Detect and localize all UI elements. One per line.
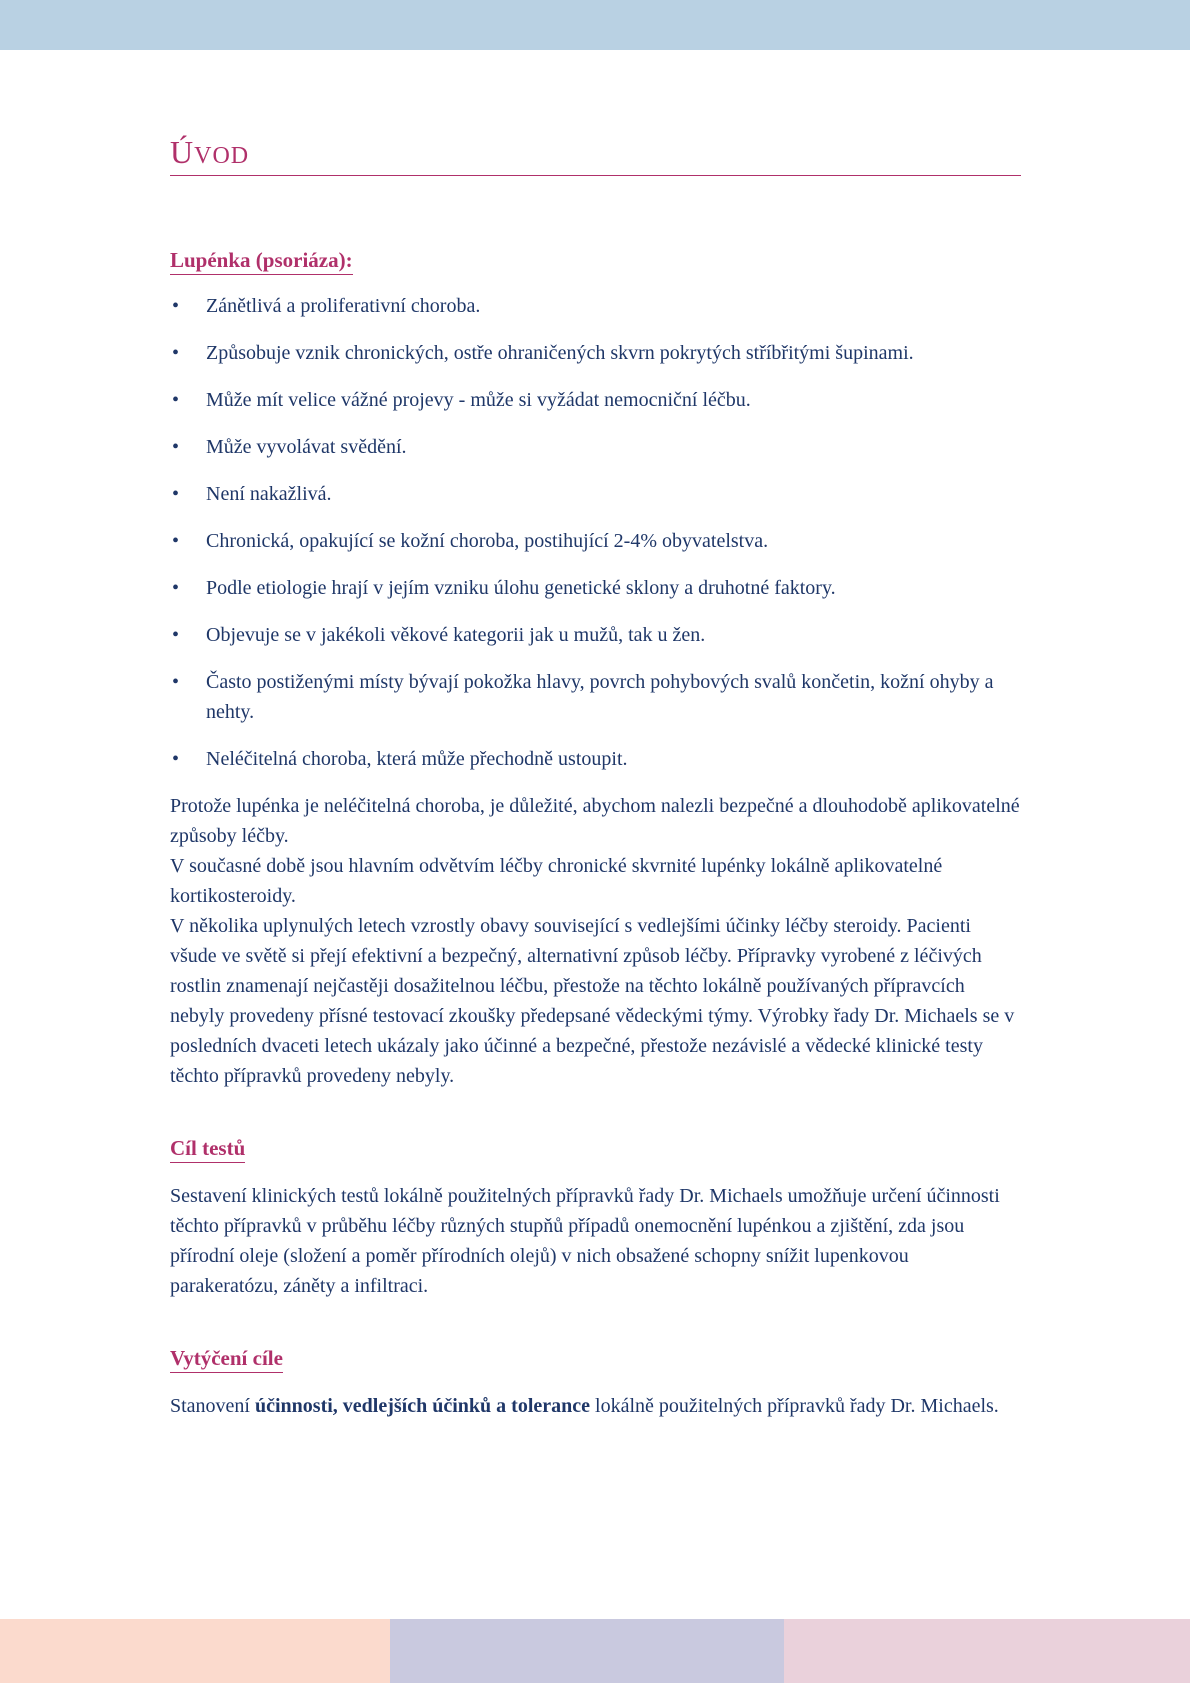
list-item	[170, 432, 1021, 462]
bullet-icon: •	[172, 342, 180, 364]
bullet-icon: •	[172, 624, 180, 646]
list-item-text: Podle etiologie hrají v jejím vzniku úlohu genetické sklony a druhotné faktory.	[206, 577, 836, 599]
bottom-band-segment-pink	[784, 1619, 1190, 1683]
page-title-rest: VOD	[194, 143, 250, 169]
vytyceni-text-before: Stanovení	[170, 1395, 255, 1417]
cil-testu-paragraph: Sestavení klinických testů lokálně použitelných přípravků řady Dr. Michaels umožňuje určení účinnosti těchto přípravků v průběhu léčby různých stupňů případů onemocnění lupénkou a zjištění, zda jsou přírodní oleje (složení a poměr přírodních olejů) v nich obsažené schopny snížit lupenkovou parakeratózu, záněty a infiltraci.	[170, 1185, 1000, 1297]
bullet-icon: •	[172, 577, 180, 599]
list-item-text: Zánětlivá a proliferativní choroba.	[206, 295, 481, 317]
bullet-icon: •	[172, 748, 180, 770]
list-item	[170, 573, 1021, 603]
list-item	[170, 667, 1021, 727]
lupenka-bullet-list	[170, 291, 1021, 774]
top-color-band	[0, 0, 1190, 50]
bullet-icon: •	[172, 671, 180, 693]
paragraph: Protože lupénka je neléčitelná choroba, je důležité, abychom nalezli bezpečné a dlouhodobě aplikovatelné způsoby léčby.	[170, 795, 1020, 847]
page-title	[170, 134, 1021, 176]
list-item-text: Často postiženými místy bývají pokožka hlavy, povrch pohybových svalů končetin, kožní ohyby a nehty.	[206, 671, 994, 723]
list-item-text: Neléčitelná choroba, která může přechodně ustoupit.	[206, 748, 628, 770]
list-item	[170, 385, 1021, 415]
bottom-color-band	[0, 1619, 1190, 1683]
list-item-text: Není nakažlivá.	[206, 483, 332, 505]
bullet-icon: •	[172, 389, 180, 411]
list-item-text: Chronická, opakující se kožní choroba, postihující 2-4% obyvatelstva.	[206, 530, 769, 552]
bullet-icon: •	[172, 436, 180, 458]
section-heading-vytyceni-cile: Vytýčení cíle	[170, 1346, 283, 1373]
list-item	[170, 338, 1021, 368]
list-item-text: Způsobuje vznik chronických, ostře ohraničených skvrn pokrytých stříbřitými šupinami.	[206, 342, 914, 364]
list-item-text: Může mít velice vážné projevy - může si vyžádat nemocniční léčbu.	[206, 389, 751, 411]
vytyceni-text-after: lokálně použitelných přípravků řady Dr. Michaels.	[590, 1395, 999, 1417]
page-content	[170, 134, 1021, 1421]
paragraph: V současné době jsou hlavním odvětvím léčby chronické skvrnité lupénky lokálně aplikovatelné kortikosteroidy.	[170, 855, 943, 907]
vytyceni-text-bold: účinnosti, vedlejších účinků a tolerance	[255, 1395, 591, 1417]
bottom-band-segment-peach	[0, 1619, 390, 1683]
lupenka-paragraphs	[170, 791, 1021, 1091]
bullet-icon: •	[172, 483, 180, 505]
page-title-initial: Ú	[170, 134, 195, 170]
list-item	[170, 291, 1021, 321]
list-item-text: Může vyvolávat svědění.	[206, 436, 407, 458]
bullet-icon: •	[172, 530, 180, 552]
vytyceni-cile-paragraph	[170, 1391, 1021, 1421]
bottom-band-segment-lavender	[390, 1619, 784, 1683]
section-heading-lupenka: Lupénka (psoriáza):	[170, 248, 353, 275]
paragraph: V několika uplynulých letech vzrostly obavy související s vedlejšími účinky léčby steroidy. Pacienti všude ve světě si přejí efektivní a bezpečný, alternativní způsob léčby. Přípravky vyrobené z léčivých rostlin znamenají nejčastěji dosažitelnou léčbu, přestože na těchto lokálně používaných přípravcích nebyly provedeny přísné testovací zkoušky předepsané vědeckými týmy. Výrobky řady Dr. Michaels se v posledních dvaceti letech ukázaly jako účinné a bezpečné, přestože nezávislé a vědecké klinické testy těchto přípravků provedeny nebyly.	[170, 915, 1015, 1087]
list-item	[170, 620, 1021, 650]
list-item	[170, 479, 1021, 509]
bullet-icon: •	[172, 295, 180, 317]
list-item	[170, 526, 1021, 556]
list-item	[170, 744, 1021, 774]
list-item-text: Objevuje se v jakékoli věkové kategorii jak u mužů, tak u žen.	[206, 624, 706, 646]
section-heading-cil-testu: Cíl testů	[170, 1136, 245, 1163]
